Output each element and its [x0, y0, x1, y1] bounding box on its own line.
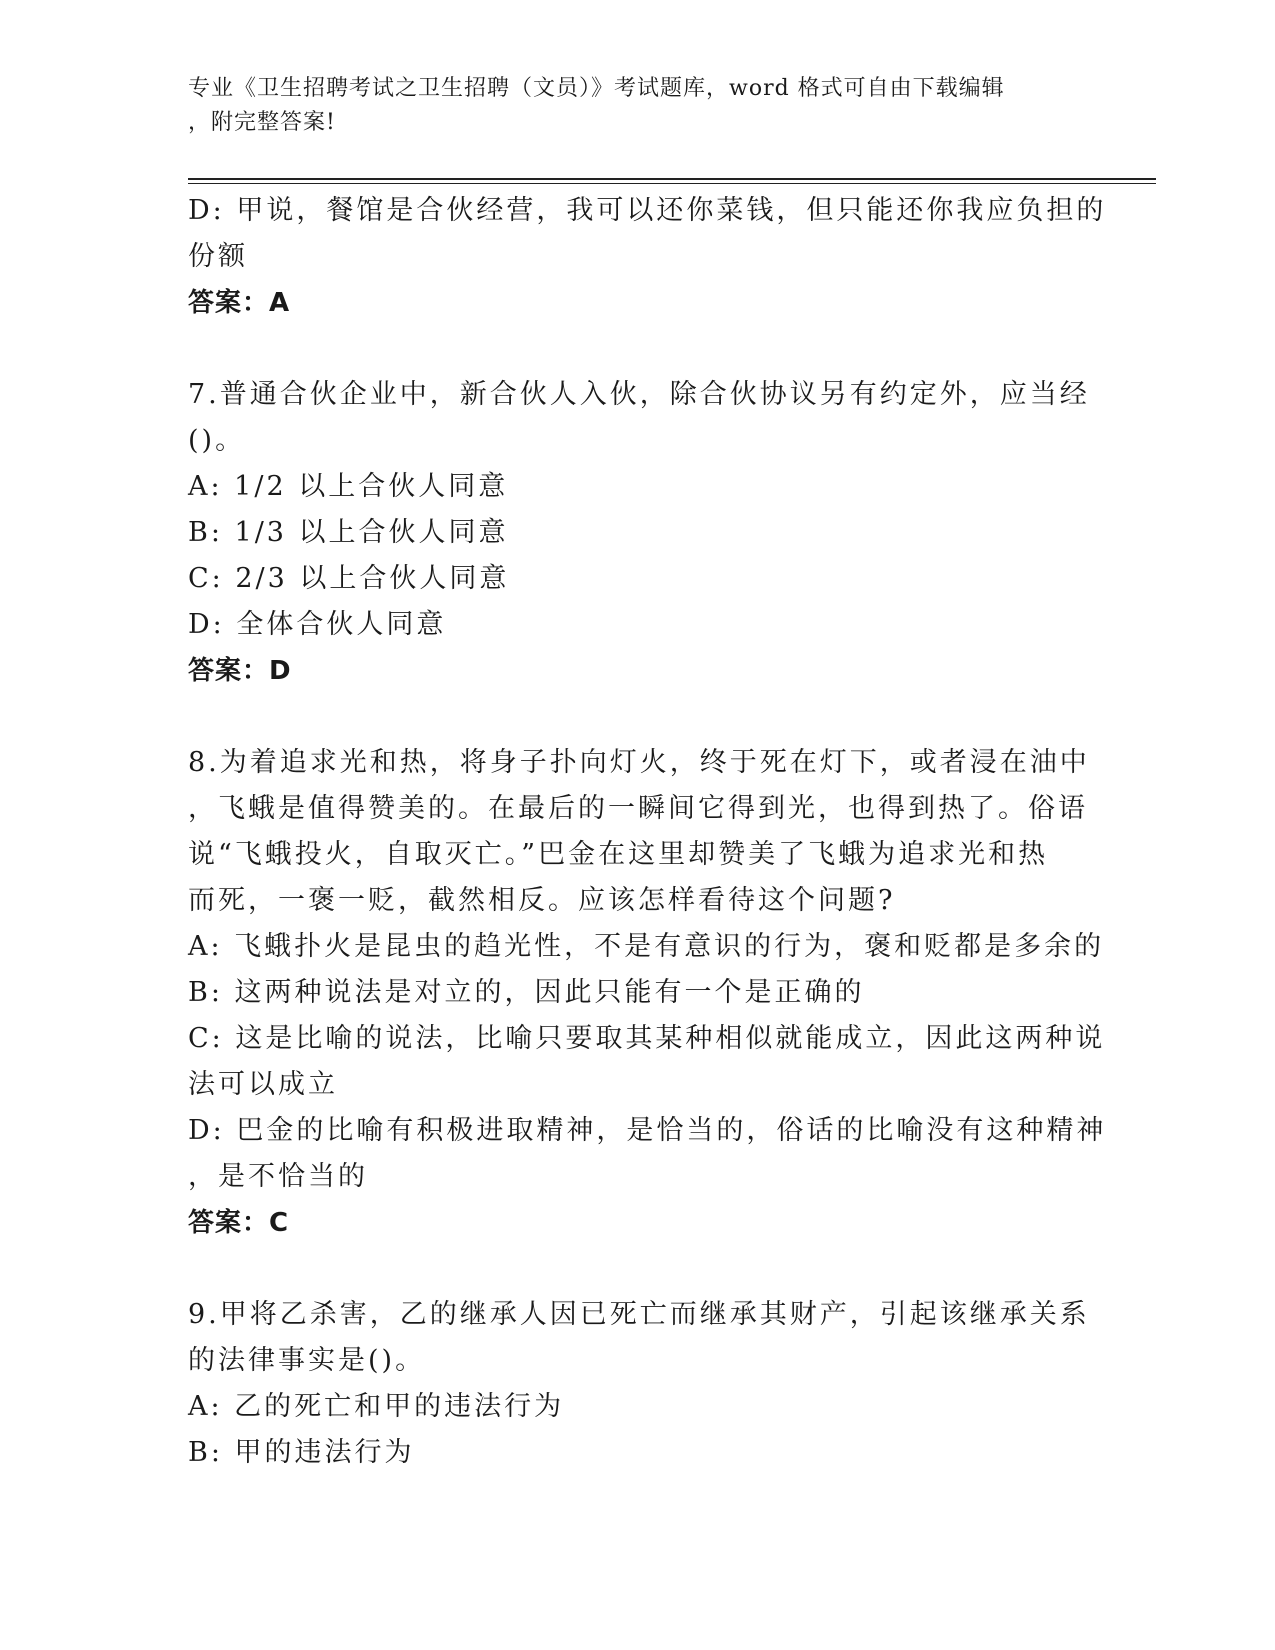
option-b: B: 甲的违法行为 [188, 1437, 415, 1468]
option-d-line-1: D: 巴金的比喻有积极进取精神，是恰当的，俗话的比喻没有这种精神 [188, 1115, 1107, 1146]
question-stem-line-2: ()。 [188, 425, 246, 456]
question-9 [188, 1292, 1088, 1476]
question-stem-line-2: ，飞蛾是值得赞美的。在最后的一瞬间它得到光，也得到热了。俗语 [188, 793, 1088, 824]
question-stem-line-3: 说“飞蛾投火，自取灭亡。”巴金在这里却赞美了飞蛾为追求光和热 [188, 839, 1049, 870]
option-d: D: 全体合伙人同意 [188, 609, 447, 640]
header-divider-thin [188, 183, 1156, 184]
spacer [188, 1246, 1088, 1292]
option-a: A: 飞蛾扑火是昆虫的趋光性，不是有意识的行为，褒和贬都是多余的 [188, 931, 1105, 962]
option-a: A: 乙的死亡和甲的违法行为 [188, 1391, 565, 1422]
question-stem-line-1: 7.普通合伙企业中，新合伙人入伙，除合伙协议另有约定外，应当经 [188, 379, 1090, 410]
option-c-line-1: C: 这是比喻的说法，比喻只要取其某种相似就能成立，因此这两种说 [188, 1023, 1106, 1054]
question-stem-line-1: 8.为着追求光和热，将身子扑向灯火，终于死在灯下，或者浸在油中 [188, 747, 1090, 778]
option-c: C: 2/3 以上合伙人同意 [188, 563, 510, 594]
header-line-2: ，附完整答案! [188, 110, 336, 135]
option-c-line-2: 法可以成立 [188, 1069, 338, 1100]
question-8 [188, 740, 1107, 1246]
answer: 答案：C [188, 1208, 290, 1238]
option-d-line-1: D: 甲说，餐馆是合伙经营，我可以还你菜钱，但只能还你我应负担的 [188, 195, 1107, 226]
question-stem-line-2: 的法律事实是()。 [188, 1345, 426, 1376]
header-divider-thick [188, 178, 1156, 180]
question-stem-line-1: 9.甲将乙杀害，乙的继承人因已死亡而继承其财产，引起该继承关系 [188, 1299, 1090, 1330]
spacer [188, 326, 1088, 372]
document-header [188, 72, 1068, 140]
question-7 [188, 372, 1088, 694]
spacer [188, 694, 1088, 740]
option-b: B: 这两种说法是对立的，因此只能有一个是正确的 [188, 977, 865, 1008]
option-d-line-2: ，是不恰当的 [188, 1161, 368, 1192]
question-stem-line-4: 而死，一褒一贬，截然相反。应该怎样看待这个问题? [188, 885, 896, 916]
previous-question-tail [188, 188, 1107, 326]
header-line-1: 专业《卫生招聘考试之卫生招聘（文员）》考试题库，word 格式可自由下载编辑 [188, 76, 1005, 101]
option-a: A: 1/2 以上合伙人同意 [188, 471, 509, 502]
question-content [188, 188, 1107, 1476]
answer: 答案：D [188, 656, 292, 686]
answer: 答案：A [188, 288, 291, 318]
option-d-line-2: 份额 [188, 241, 248, 272]
option-b: B: 1/3 以上合伙人同意 [188, 517, 509, 548]
